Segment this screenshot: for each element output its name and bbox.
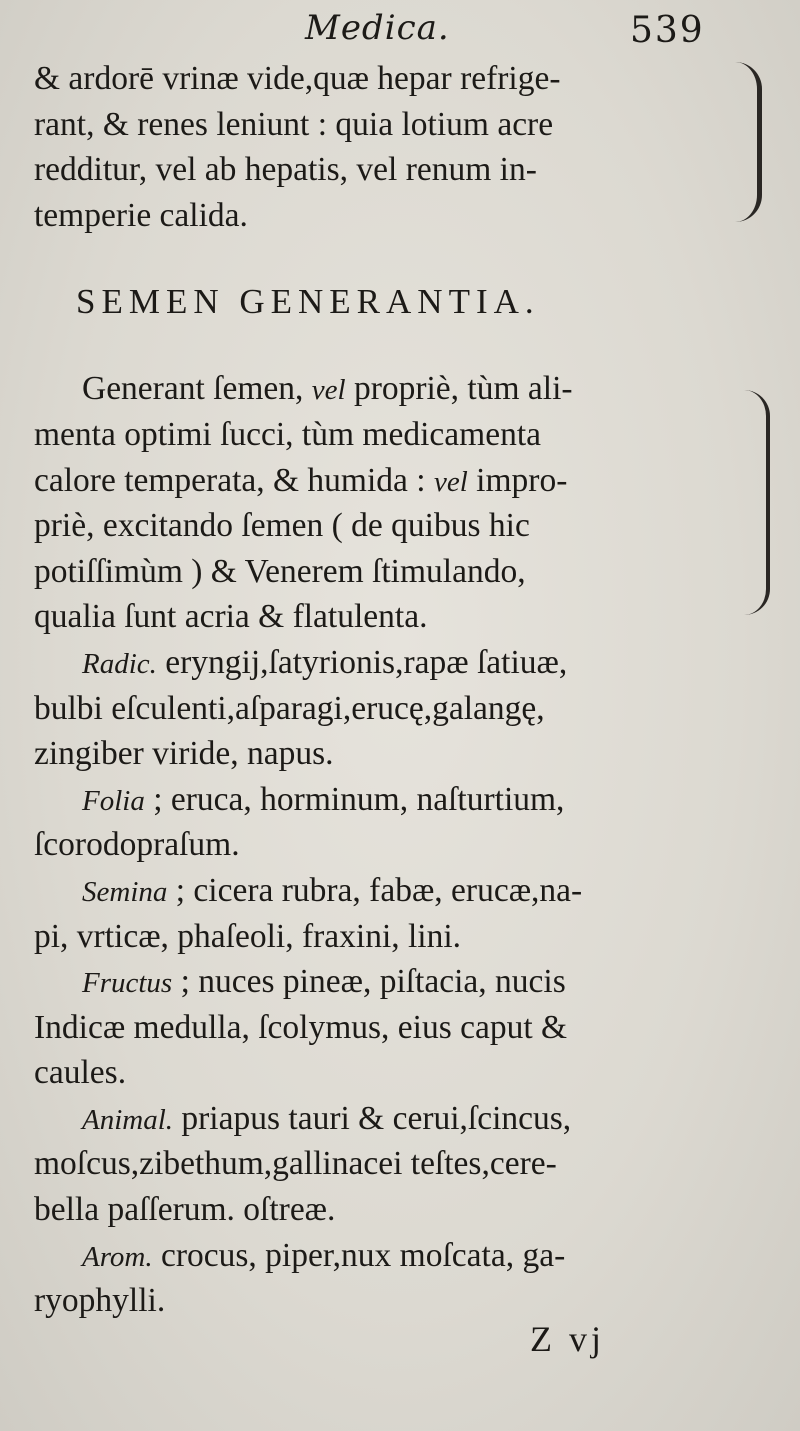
text-line: calore temperata, & humida : vel impro- xyxy=(34,461,568,499)
entry-fructus xyxy=(34,959,724,1096)
entry-folia xyxy=(34,777,724,868)
text-line: rant, & renes leniunt : quia lotium acre xyxy=(34,105,554,143)
section-heading: SEMEN GENERANTIA. xyxy=(76,282,540,322)
margin-bracket-top xyxy=(735,62,762,222)
entry-label: Folia xyxy=(82,784,145,817)
text-line: menta optimi ſucci, tùm medicamenta xyxy=(34,415,541,453)
page-number: 539 xyxy=(630,10,705,51)
entry-label: Radic. xyxy=(82,647,157,680)
italic-word: vel xyxy=(433,465,468,498)
entry-animal xyxy=(34,1096,724,1233)
entry-first-line: Radic. eryngij,ſatyrionis,rapæ ſatiuæ, xyxy=(82,643,568,681)
entry-label: Animal. xyxy=(82,1103,174,1136)
italic-word: vel xyxy=(311,374,346,407)
running-head: Medica. xyxy=(305,8,450,48)
entry-label: Arom. xyxy=(82,1240,153,1273)
text-line: ſcorodopraſum. xyxy=(34,826,240,864)
entry-first-line: Animal. priapus tauri & cerui,ſcincus, xyxy=(82,1099,572,1137)
text-line: zingiber viride, napus. xyxy=(34,735,334,773)
margin-bracket-middle xyxy=(744,390,770,615)
text-line: potiſſimùm ) & Venerem ſtimulando, xyxy=(34,552,526,590)
entry-semina xyxy=(34,868,724,959)
entry-label: Semina xyxy=(82,875,168,908)
text-line: pi, vrticæ, phaſeoli, fraxini, lini. xyxy=(34,917,462,955)
text-block xyxy=(34,56,724,1324)
entry-aromata xyxy=(34,1233,724,1324)
text-line: bulbi eſculenti,aſparagi,erucę,galangę, xyxy=(34,689,545,727)
text-line: qualia ſunt acria & flatulenta. xyxy=(34,598,428,636)
text-line: moſcus,zibethum,gallinacei teſtes,cere- xyxy=(34,1145,557,1183)
page-header xyxy=(0,8,800,58)
text-line: caules. xyxy=(34,1054,127,1092)
entry-label: Fructus xyxy=(82,967,173,1000)
entry-first-line: Fructus ; nuces pineæ, piſtacia, nucis xyxy=(82,963,566,1001)
paragraph-intro xyxy=(34,366,724,640)
entry-radices xyxy=(34,640,724,777)
text-line: Generant ſemen, vel propriè, tùm ali- xyxy=(82,370,573,408)
paragraph-urine xyxy=(34,56,724,238)
entry-first-line: Semina ; cicera rubra, fabæ, erucæ,na- xyxy=(82,871,583,909)
text-line: Indicæ medulla, ſcolymus, eius caput & xyxy=(34,1008,568,1046)
text-line: bella paſſerum. oſtreæ. xyxy=(34,1191,336,1229)
text-line: temperie calida. xyxy=(34,196,248,234)
text-line: ryophylli. xyxy=(34,1282,166,1320)
signature-mark: Z vj xyxy=(530,1319,605,1359)
text-line: & ardorē vrinæ vide,quæ hepar refrige- xyxy=(34,60,561,97)
entry-first-line: Arom. crocus, piper,nux moſcata, ga- xyxy=(82,1236,566,1274)
entry-first-line: Folia ; eruca, horminum, naſturtium, xyxy=(82,780,565,818)
text-line: redditur, vel ab hepatis, vel renum in- xyxy=(34,151,537,189)
text-line: priè, excitando ſemen ( de quibus hic xyxy=(34,507,530,545)
